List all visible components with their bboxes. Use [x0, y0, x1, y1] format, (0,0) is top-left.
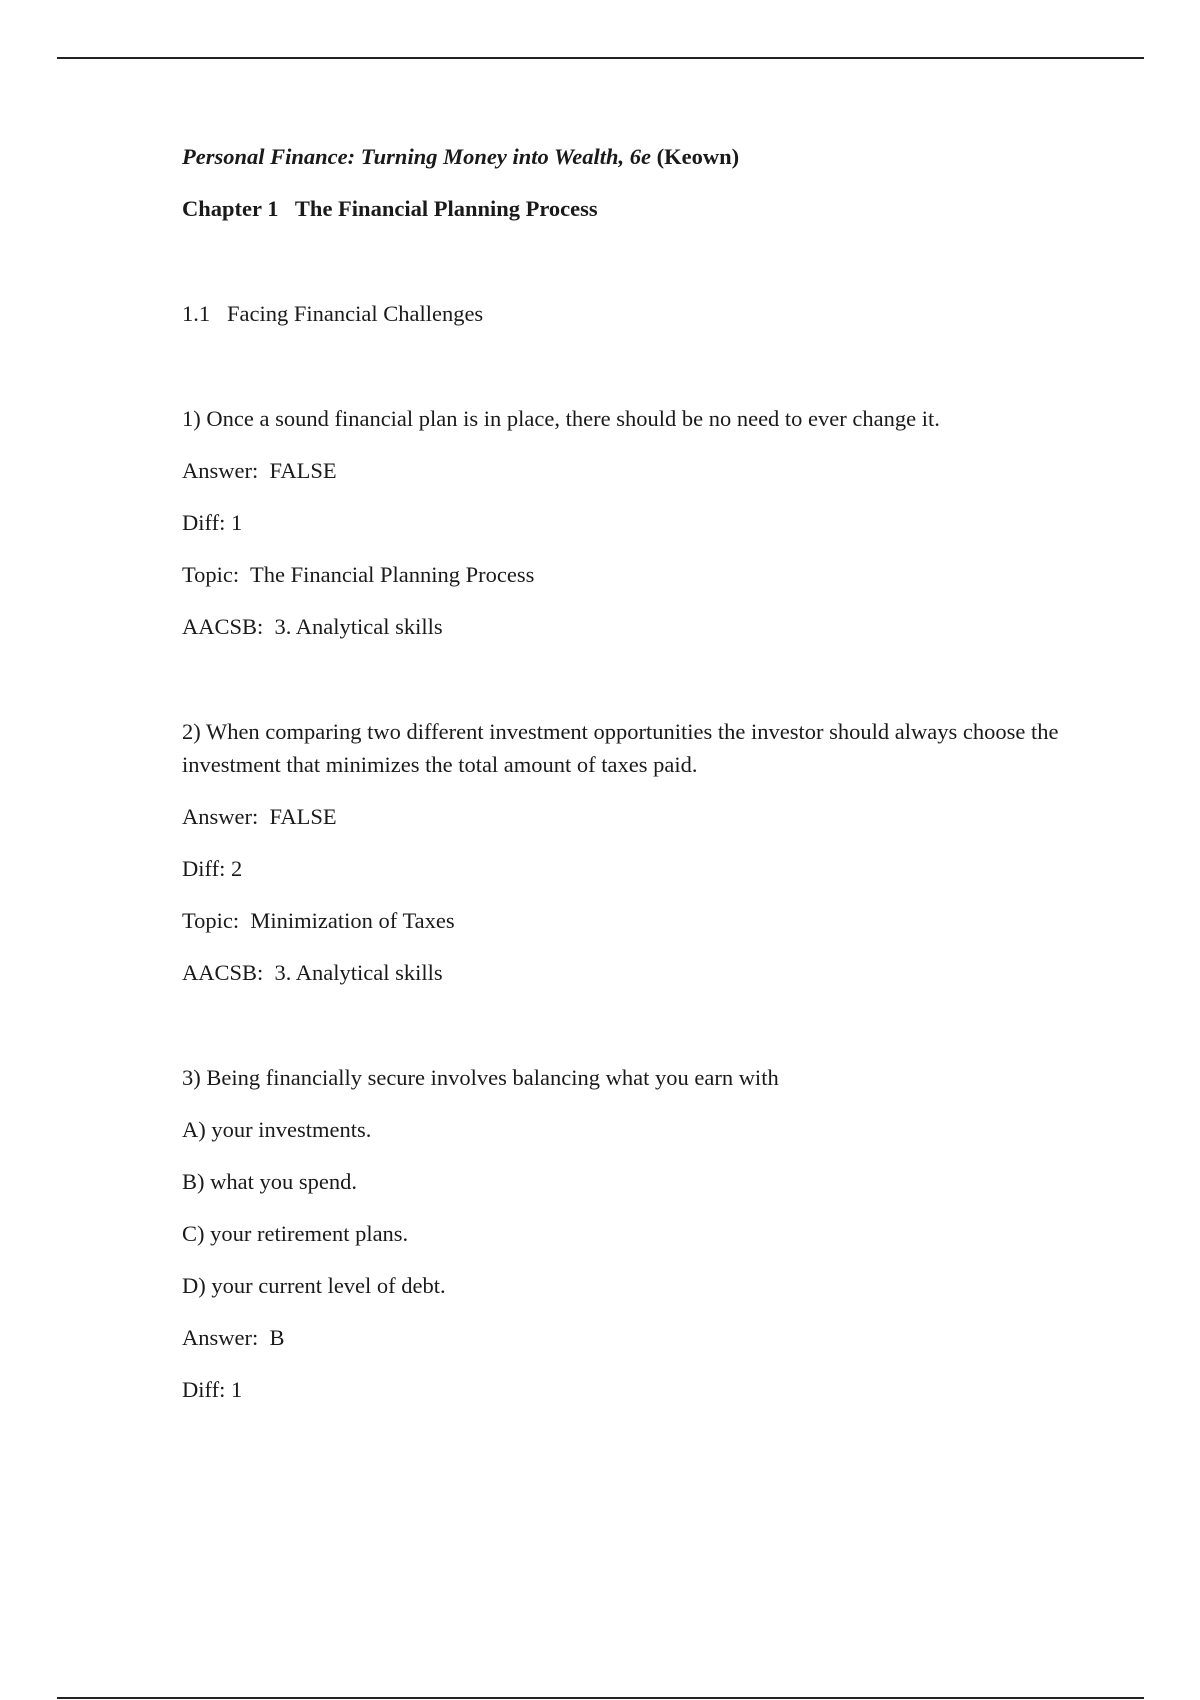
question-answer: Answer: FALSE: [182, 804, 337, 829]
section-heading: 1.1 Facing Financial Challenges: [182, 301, 484, 326]
question-topic: Topic: Minimization of Taxes: [182, 908, 455, 933]
top-rule: [57, 57, 1144, 59]
author: (Keown): [656, 144, 740, 169]
option-d: D) your current level of debt.: [182, 1273, 446, 1298]
chapter-title: Chapter 1 The Financial Planning Process: [182, 196, 598, 221]
question-1: [182, 402, 1062, 643]
question-topic: Topic: The Financial Planning Process: [182, 562, 535, 587]
option-a: A) your investments.: [182, 1117, 372, 1142]
question-text: 2) When comparing two different investment opportunities the investor should always choose the investment that minimizes the total amount of taxes paid.: [182, 719, 1059, 777]
question-aacsb: AACSB: 3. Analytical skills: [182, 614, 443, 639]
question-difficulty: Diff: 2: [182, 856, 243, 881]
question-2: [182, 715, 1062, 989]
document-header: [182, 140, 1062, 173]
question-answer: Answer: FALSE: [182, 458, 337, 483]
book-title: Personal Finance: Turning Money into Wealth, 6e: [182, 144, 652, 169]
document-page: [182, 140, 1062, 1478]
bottom-rule: [57, 1697, 1144, 1699]
question-text: 3) Being financially secure involves balancing what you earn with: [182, 1065, 779, 1090]
question-answer: Answer: B: [182, 1325, 285, 1350]
option-b: B) what you spend.: [182, 1169, 357, 1194]
option-c: C) your retirement plans.: [182, 1221, 409, 1246]
question-aacsb: AACSB: 3. Analytical skills: [182, 960, 443, 985]
question-difficulty: Diff: 1: [182, 510, 243, 535]
question-3: [182, 1061, 1062, 1406]
question-text: 1) Once a sound financial plan is in place, there should be no need to ever change it.: [182, 406, 940, 431]
question-difficulty: Diff: 1: [182, 1377, 243, 1402]
